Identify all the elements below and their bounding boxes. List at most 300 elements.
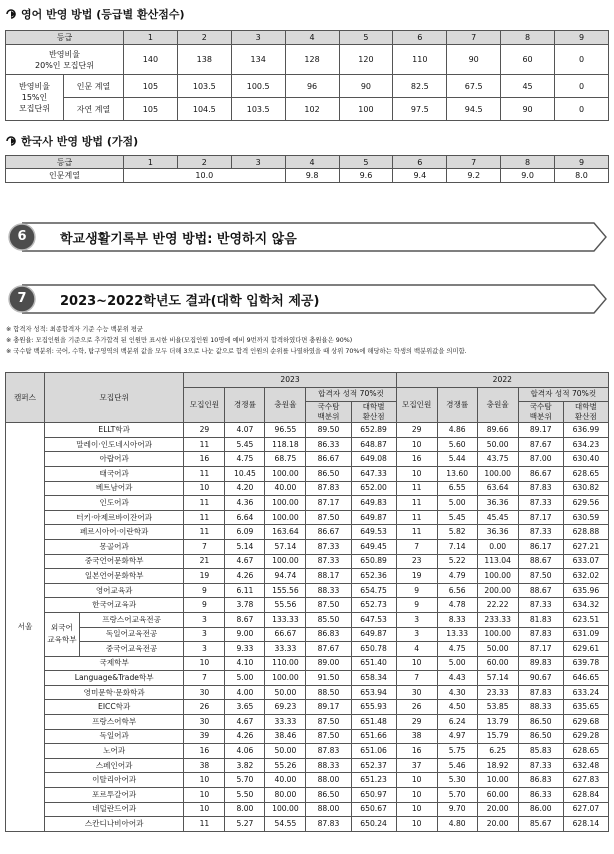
value-cell: 96.55 [265, 423, 306, 438]
value-cell: 634.32 [563, 598, 608, 613]
value-cell: 88.50 [306, 685, 351, 700]
value-cell: 6.64 [225, 510, 265, 525]
value-cell: 651.48 [351, 715, 396, 730]
value-cell: 86.50 [518, 729, 563, 744]
score-cell: 9.2 [447, 169, 501, 183]
value-cell: 118.18 [265, 437, 306, 452]
value-cell: 89.17 [306, 700, 351, 715]
grade-header: 4 [285, 31, 339, 45]
grade-header: 3 [231, 156, 285, 169]
value-cell: 652.73 [351, 598, 396, 613]
english-score-table [5, 30, 609, 121]
value-cell: 100.00 [265, 554, 306, 569]
value-cell: 649.45 [351, 539, 396, 554]
value-cell: 87.83 [518, 685, 563, 700]
score-cell: 90 [339, 75, 393, 98]
col-unit: 모집단위 [44, 373, 183, 423]
value-cell: 653.94 [351, 685, 396, 700]
table-row [6, 656, 609, 671]
unit-cell: 프랑스어학부 [44, 715, 183, 730]
value-cell: 11 [396, 525, 437, 540]
score-cell: 9.0 [501, 169, 555, 183]
score-cell: 45 [501, 75, 555, 98]
section-7-number: 7 [17, 291, 27, 306]
value-cell: 100.00 [265, 510, 306, 525]
value-cell: 5.00 [225, 671, 265, 686]
value-cell: 50.00 [265, 685, 306, 700]
unit-cell: 영어교육과 [44, 583, 183, 598]
note-1: ※ 합격자 성적: 최종합격자 기준 수능 백분위 평균 [6, 326, 143, 333]
value-cell: 650.89 [351, 554, 396, 569]
value-cell: 13.33 [437, 627, 477, 642]
value-cell: 10 [184, 481, 225, 496]
unit-cell: 일본언어문화학부 [44, 569, 183, 584]
table-row [6, 452, 609, 467]
value-cell: 13.79 [477, 715, 518, 730]
value-cell: 648.87 [351, 437, 396, 452]
score-cell: 96 [285, 75, 339, 98]
value-cell: 86.50 [306, 788, 351, 803]
table-row [6, 685, 609, 700]
value-cell: 100.00 [477, 466, 518, 481]
value-cell: 89.50 [306, 423, 351, 438]
value-cell: 635.96 [563, 583, 608, 598]
value-cell: 5.60 [437, 437, 477, 452]
value-cell: 29 [396, 423, 437, 438]
admission-results-table [5, 372, 609, 832]
grade-header: 2 [177, 31, 231, 45]
value-cell: 3.65 [225, 700, 265, 715]
value-cell: 4.26 [225, 729, 265, 744]
value-cell: 100.00 [477, 569, 518, 584]
value-cell: 630.59 [563, 510, 608, 525]
english-title-text: 영어 반영 방법 (등급별 환산점수) [21, 8, 185, 21]
col-year-2022: 2022 [396, 373, 608, 388]
value-cell: 87.83 [306, 481, 351, 496]
value-cell: 60.00 [477, 788, 518, 803]
table-row [6, 481, 609, 496]
grade-header-label: 등급 [6, 156, 124, 169]
value-cell: 652.89 [351, 423, 396, 438]
value-cell: 16 [184, 452, 225, 467]
value-cell: 113.04 [477, 554, 518, 569]
value-cell: 10 [396, 802, 437, 817]
score-cell: 0 [555, 75, 609, 98]
value-cell: 87.33 [518, 598, 563, 613]
campus-cell: 서울 [6, 423, 45, 832]
value-cell: 5.14 [225, 539, 265, 554]
value-cell: 90.67 [518, 671, 563, 686]
history-section-title [5, 133, 138, 149]
value-cell: 87.67 [518, 437, 563, 452]
value-cell: 16 [184, 744, 225, 759]
value-cell: 155.56 [265, 583, 306, 598]
unit-cell: 한국어교육과 [44, 598, 183, 613]
value-cell: 11 [396, 496, 437, 511]
score-cell: 100.5 [231, 75, 285, 98]
value-cell: 651.06 [351, 744, 396, 759]
score-cell: 90 [447, 45, 501, 75]
value-cell: 39 [184, 729, 225, 744]
score-cell: 0 [555, 98, 609, 121]
value-cell: 100.00 [265, 802, 306, 817]
table-row [6, 817, 609, 832]
score-cell: 60 [501, 45, 555, 75]
value-cell: 4 [396, 642, 437, 657]
col-conv-2023: 대학별 환산점 [351, 402, 396, 423]
value-cell: 87.17 [518, 510, 563, 525]
value-cell: 10.45 [225, 466, 265, 481]
table-row [6, 627, 609, 642]
value-cell: 3 [184, 612, 225, 627]
value-cell: 4.75 [225, 452, 265, 467]
grade-header: 7 [447, 31, 501, 45]
value-cell: 50.00 [265, 744, 306, 759]
value-cell: 11 [396, 481, 437, 496]
value-cell: 628.84 [563, 788, 608, 803]
value-cell: 7.14 [437, 539, 477, 554]
english-section-title [5, 6, 185, 22]
value-cell: 15.79 [477, 729, 518, 744]
value-cell: 86.83 [518, 773, 563, 788]
value-cell: 87.17 [518, 642, 563, 657]
section-7-heading: 2023~2022학년도 결과(대학 입학처 제공) [60, 294, 320, 309]
value-cell: 89.66 [477, 423, 518, 438]
score-cell: 105 [124, 98, 178, 121]
value-cell: 11 [184, 496, 225, 511]
value-cell: 8.00 [225, 802, 265, 817]
grade-header: 9 [555, 156, 609, 169]
grade-header: 4 [285, 156, 339, 169]
value-cell: 9 [184, 583, 225, 598]
value-cell: 649.53 [351, 525, 396, 540]
table-row [6, 671, 609, 686]
unit-cell: 스칸디나비아어과 [44, 817, 183, 832]
value-cell: 26 [184, 700, 225, 715]
table-row [6, 583, 609, 598]
score-cell: 8.0 [555, 169, 609, 183]
value-cell: 9.33 [225, 642, 265, 657]
section-6-number: 6 [17, 229, 27, 244]
grade-header-label: 등급 [6, 31, 124, 45]
unit-cell: 독일어교육전공 [79, 627, 184, 642]
value-cell: 33.33 [265, 715, 306, 730]
value-cell: 4.86 [437, 423, 477, 438]
value-cell: 87.83 [306, 817, 351, 832]
col-fill-2022: 충원율 [477, 387, 518, 423]
col-comp-2023: 경쟁률 [225, 387, 265, 423]
value-cell: 636.99 [563, 423, 608, 438]
value-cell: 631.09 [563, 627, 608, 642]
table-row [6, 554, 609, 569]
value-cell: 4.67 [225, 715, 265, 730]
value-cell: 649.87 [351, 510, 396, 525]
value-cell: 6.56 [437, 583, 477, 598]
value-cell: 11 [184, 525, 225, 540]
value-cell: 87.33 [518, 758, 563, 773]
value-cell: 10.00 [477, 773, 518, 788]
col-year-2023: 2023 [184, 373, 396, 388]
row-label: 반영비율 20%인 모집단위 [6, 45, 124, 75]
value-cell: 5.82 [437, 525, 477, 540]
value-cell: 651.23 [351, 773, 396, 788]
grade-header: 6 [393, 31, 447, 45]
value-cell: 650.24 [351, 817, 396, 832]
value-cell: 7 [184, 671, 225, 686]
unit-cell: 베트남어과 [44, 481, 183, 496]
value-cell: 86.67 [306, 452, 351, 467]
value-cell: 11 [184, 510, 225, 525]
value-cell: 9 [396, 598, 437, 613]
value-cell: 4.79 [437, 569, 477, 584]
value-cell: 11 [184, 466, 225, 481]
value-cell: 87.50 [306, 729, 351, 744]
value-cell: 88.33 [306, 758, 351, 773]
grade-header: 5 [339, 31, 393, 45]
unit-cell: 몽골어과 [44, 539, 183, 554]
value-cell: 86.67 [306, 525, 351, 540]
value-cell: 654.75 [351, 583, 396, 598]
value-cell: 634.23 [563, 437, 608, 452]
grade-header: 7 [447, 156, 501, 169]
value-cell: 10 [184, 773, 225, 788]
value-cell: 4.80 [437, 817, 477, 832]
value-cell: 3 [396, 627, 437, 642]
score-cell: 67.5 [447, 75, 501, 98]
value-cell: 10 [396, 817, 437, 832]
value-cell: 86.83 [306, 627, 351, 642]
table-row [6, 715, 609, 730]
value-cell: 45.45 [477, 510, 518, 525]
unit-cell: 포르투갈어과 [44, 788, 183, 803]
value-cell: 87.50 [518, 569, 563, 584]
grade-header: 5 [339, 156, 393, 169]
value-cell: 10 [184, 656, 225, 671]
value-cell: 88.67 [518, 583, 563, 598]
score-cell: 104.5 [177, 98, 231, 121]
section-6-heading: 학교생활기록부 반영 방법: 반영하지 않음 [60, 232, 297, 247]
value-cell: 4.30 [437, 685, 477, 700]
value-cell: 87.17 [306, 496, 351, 511]
unit-cell: 독일어과 [44, 729, 183, 744]
value-cell: 85.50 [306, 612, 351, 627]
note-2: ※ 충원율: 모집인원을 기준으로 추가합격 된 인원만 표시한 비율(모집인원 10명에 예비 9번까지 합격하였다면 충원율은 90%) [6, 337, 353, 344]
value-cell: 53.85 [477, 700, 518, 715]
table-row [6, 437, 609, 452]
value-cell: 4.75 [437, 642, 477, 657]
value-cell: 650.97 [351, 788, 396, 803]
section-7-banner [6, 284, 608, 314]
value-cell: 60.00 [477, 656, 518, 671]
row-group-label: 반영비율 15%인 모집단위 [6, 75, 64, 121]
grade-header: 2 [177, 156, 231, 169]
value-cell: 20.00 [477, 802, 518, 817]
table-row [6, 510, 609, 525]
score-cell: 82.5 [393, 75, 447, 98]
unit-cell: 영미문학·문화학과 [44, 685, 183, 700]
score-cell: 110 [393, 45, 447, 75]
value-cell: 5.45 [225, 437, 265, 452]
value-cell: 649.08 [351, 452, 396, 467]
value-cell: 7 [396, 539, 437, 554]
value-cell: 629.68 [563, 715, 608, 730]
value-cell: 629.28 [563, 729, 608, 744]
value-cell: 81.83 [518, 612, 563, 627]
value-cell: 6.55 [437, 481, 477, 496]
value-cell: 628.65 [563, 466, 608, 481]
table-row [6, 729, 609, 744]
value-cell: 647.53 [351, 612, 396, 627]
value-cell: 3 [184, 627, 225, 642]
unit-cell: Language&Trade학부 [44, 671, 183, 686]
value-cell: 89.17 [518, 423, 563, 438]
value-cell: 87.33 [518, 496, 563, 511]
value-cell: 9.00 [225, 627, 265, 642]
table-row [6, 569, 609, 584]
score-cell: 120 [339, 45, 393, 75]
value-cell: 100.00 [477, 627, 518, 642]
score-cell: 138 [177, 45, 231, 75]
value-cell: 38.46 [265, 729, 306, 744]
value-cell: 100.00 [265, 671, 306, 686]
score-cell: 140 [124, 45, 178, 75]
value-cell: 40.00 [265, 773, 306, 788]
col-cut-2023: 합격자 성적 70%컷 [306, 387, 396, 402]
score-cell: 90 [501, 98, 555, 121]
value-cell: 4.06 [225, 744, 265, 759]
merged-score-cell: 10.0 [124, 169, 286, 183]
value-cell: 4.10 [225, 656, 265, 671]
value-cell: 5.46 [437, 758, 477, 773]
value-cell: 3 [396, 612, 437, 627]
unit-cell: 태국어과 [44, 466, 183, 481]
value-cell: 87.33 [306, 554, 351, 569]
value-cell: 87.83 [306, 744, 351, 759]
value-cell: 100.00 [265, 466, 306, 481]
table-row [6, 612, 609, 627]
score-cell: 103.5 [177, 75, 231, 98]
value-cell: 20.00 [477, 817, 518, 832]
value-cell: 5.44 [437, 452, 477, 467]
value-cell: 639.78 [563, 656, 608, 671]
value-cell: 5.30 [437, 773, 477, 788]
value-cell: 10 [184, 788, 225, 803]
value-cell: 630.82 [563, 481, 608, 496]
value-cell: 163.64 [265, 525, 306, 540]
grade-header: 9 [555, 31, 609, 45]
value-cell: 5.70 [225, 773, 265, 788]
score-cell: 9.4 [393, 169, 447, 183]
value-cell: 88.17 [306, 569, 351, 584]
value-cell: 87.50 [306, 510, 351, 525]
value-cell: 68.75 [265, 452, 306, 467]
value-cell: 651.40 [351, 656, 396, 671]
value-cell: 633.24 [563, 685, 608, 700]
value-cell: 19 [396, 569, 437, 584]
value-cell: 87.50 [306, 598, 351, 613]
score-cell: 100 [339, 98, 393, 121]
value-cell: 133.33 [265, 612, 306, 627]
value-cell: 11 [184, 437, 225, 452]
value-cell: 630.40 [563, 452, 608, 467]
value-cell: 54.55 [265, 817, 306, 832]
value-cell: 85.67 [518, 817, 563, 832]
table-row [6, 788, 609, 803]
value-cell: 627.21 [563, 539, 608, 554]
value-cell: 94.74 [265, 569, 306, 584]
value-cell: 21 [184, 554, 225, 569]
value-cell: 23 [396, 554, 437, 569]
value-cell: 6.09 [225, 525, 265, 540]
grade-header: 1 [124, 31, 178, 45]
value-cell: 627.83 [563, 773, 608, 788]
arrow-bullet-icon [5, 8, 19, 20]
value-cell: 13.60 [437, 466, 477, 481]
value-cell: 4.07 [225, 423, 265, 438]
row-label: 자연 계열 [64, 98, 124, 121]
value-cell: 40.00 [265, 481, 306, 496]
value-cell: 651.66 [351, 729, 396, 744]
value-cell: 33.33 [265, 642, 306, 657]
value-cell: 233.33 [477, 612, 518, 627]
value-cell: 89.00 [306, 656, 351, 671]
unit-cell: 이탈리아어과 [44, 773, 183, 788]
value-cell: 4.50 [437, 700, 477, 715]
value-cell: 4.00 [225, 685, 265, 700]
unit-cell: 네덜란드어과 [44, 802, 183, 817]
value-cell: 628.14 [563, 817, 608, 832]
value-cell: 4.97 [437, 729, 477, 744]
value-cell: 9 [184, 598, 225, 613]
col-fill-2023: 충원율 [265, 387, 306, 423]
section-6-banner [6, 222, 608, 252]
value-cell: 30 [184, 715, 225, 730]
value-cell: 4.67 [225, 554, 265, 569]
score-cell: 0 [555, 45, 609, 75]
unit-cell: 페르시아어·이란학과 [44, 525, 183, 540]
value-cell: 63.64 [477, 481, 518, 496]
value-cell: 646.65 [563, 671, 608, 686]
value-cell: 86.17 [518, 539, 563, 554]
value-cell: 86.67 [518, 466, 563, 481]
value-cell: 5.75 [437, 744, 477, 759]
arrow-bullet-icon [5, 135, 19, 147]
value-cell: 11 [396, 510, 437, 525]
value-cell: 88.33 [518, 700, 563, 715]
value-cell: 635.65 [563, 700, 608, 715]
value-cell: 88.67 [518, 554, 563, 569]
value-cell: 86.33 [306, 437, 351, 452]
value-cell: 57.14 [265, 539, 306, 554]
value-cell: 655.93 [351, 700, 396, 715]
value-cell: 10 [184, 802, 225, 817]
value-cell: 7 [184, 539, 225, 554]
group-cell: 외국어 교육학부 [44, 612, 79, 656]
value-cell: 55.56 [265, 598, 306, 613]
value-cell: 200.00 [477, 583, 518, 598]
value-cell: 89.83 [518, 656, 563, 671]
value-cell: 9 [396, 583, 437, 598]
value-cell: 629.61 [563, 642, 608, 657]
value-cell: 5.00 [437, 496, 477, 511]
value-cell: 4.78 [437, 598, 477, 613]
value-cell: 87.67 [306, 642, 351, 657]
table-row [6, 466, 609, 481]
value-cell: 3.82 [225, 758, 265, 773]
value-cell: 10 [396, 466, 437, 481]
value-cell: 16 [396, 744, 437, 759]
value-cell: 26 [396, 700, 437, 715]
